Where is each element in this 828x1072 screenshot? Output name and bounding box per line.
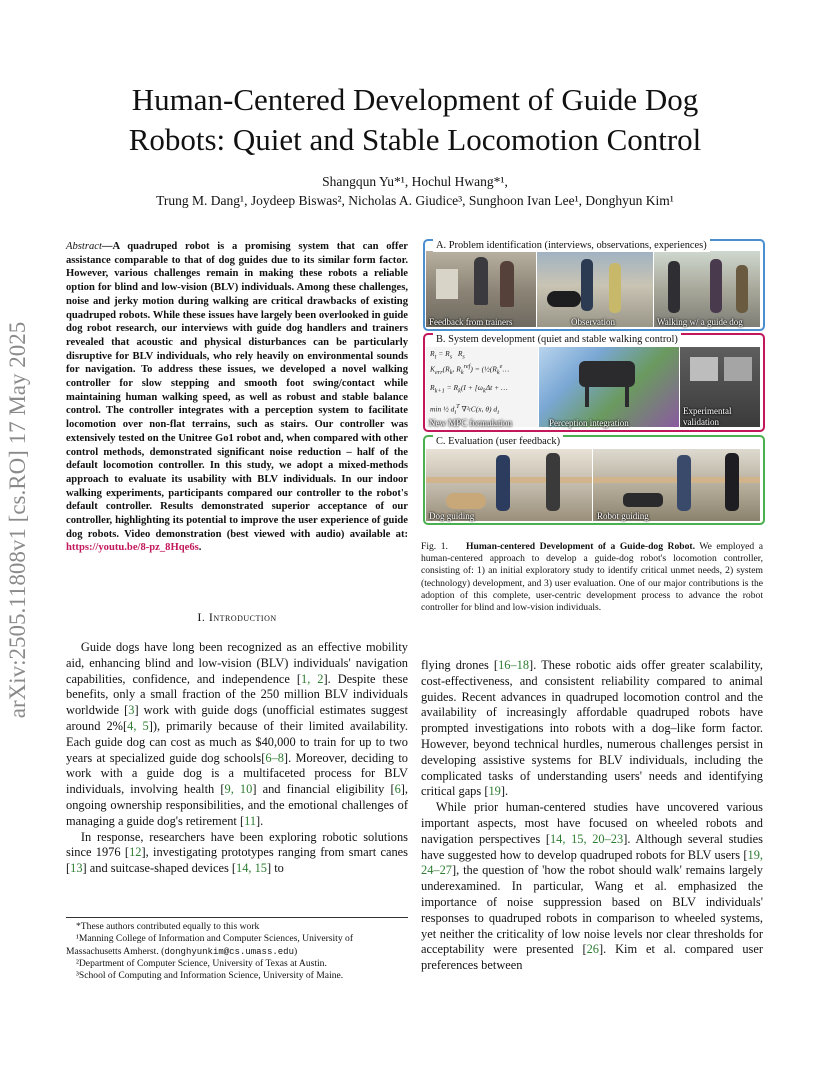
panel-a [423, 239, 765, 331]
paper-title [60, 80, 770, 160]
guide-dog-walk-photo [654, 251, 760, 327]
tag-robot-guiding: Robot guiding [597, 511, 649, 521]
panel-a-label: A. Problem identification (interviews, observations, experiences) [433, 239, 710, 252]
footnote-affiliation-3: ³School of Computing and Information Science, University of Maine. [76, 970, 344, 982]
citation-ref[interactable]: 12 [129, 845, 142, 860]
equation: $K_{err}(R_k$, $R_k^{ref}$) = ($\frac{1}{2}(R_k^e\dots$ [430, 363, 510, 376]
panel-b [423, 333, 765, 432]
trainers-photo [426, 251, 536, 327]
footnote-equal-contribution: *These authors contributed equally to this work [76, 921, 260, 932]
section-heading-introduction: I. Introduction [197, 610, 277, 624]
equation: min ½ $d_i^T$ ∇²ₗC(x, θ) $d_i$ [430, 403, 499, 416]
left-column-body [66, 640, 408, 877]
paragraph: flying drones [16–18]. These robotic aids offer greater scalability, cost-effectiveness, and consistent reliability compared to animal guides. Recent advances in quadruped locomotion control and the availability of increasingly affordable quadruped robots have prompted investigations into robots with a dog–like form factor. However, beyond technical hurdles, numerous challenges persist in developing assistive systems for BLV individuals, including the complicated tasks of understanding users' needs and identifying critical gaps [19]. [421, 658, 764, 799]
author-list [60, 172, 770, 210]
perception-photo [539, 347, 679, 427]
citation-ref[interactable]: 11 [244, 813, 257, 828]
citation-ref[interactable]: 6–8 [265, 750, 284, 765]
abstract-text: —A quadruped robot is a promising system that can offer assistance comparable to that of dog guides due to its similar form factor. However, various challenges remain in making these robots a reliable option for blind and low-vision (BLV) individuals. Among these challenges, noise and jerky motion during walking are critical drawbacks of existing quadruped robots. While these issues have largely been overlooked in guide dog robot research, our interviews with guide dog handlers and trainers revealed that acoustic and physical disturbances can be particularly disruptive for BLV individuals, who rely heavily on environmental sounds for navigation. To address these issues, we developed a novel walking controller for slow stepping and smooth foot swing/contact while maintaining human walking speed, as well as robust and stable balance control. The controller integrates with a perception system to facilitate locomotion over non-flat terrains, such as stairs. Our controller was extensively tested on the Unitree Go1 robot and, when compared with other control methods, demonstrated significant noise reduction – half of the default locomotion controller. In this study, we adopt a mixed-methods approach to evaluate its usability with BLV individuals. In our indoor walking experiments, participants compared our controller to the robot's default controller. Results demonstrated superior acceptance of our controller, highlighting its potential to improve the user experience of guide dog robots. Video demonstration (best viewed with audio) available at: [66, 241, 408, 540]
abstract [66, 240, 408, 555]
tag-dog-guiding: Dog guiding [429, 511, 475, 521]
arxiv-identifier: arXiv:2505.11808v1 [cs.RO] 17 May 2025 [5, 321, 30, 719]
citation-ref[interactable]: 13 [70, 861, 83, 876]
citation-ref[interactable]: 3 [128, 703, 135, 718]
video-link[interactable]: https://youtu.be/8-pz_8Hqe6s [66, 542, 199, 554]
citation-ref[interactable]: 19 [488, 784, 501, 799]
tag-observation: Observation [571, 317, 615, 327]
mpc-equations [426, 347, 538, 427]
tag-feedback-trainers: Feedback from trainers [429, 317, 513, 327]
title-line-2: Robots: Quiet and Stable Locomotion Control [128, 122, 702, 157]
authors-line-1: Shangqun Yu*¹, Hochul Hwang*¹, [322, 174, 508, 189]
equation: $R_t = R_s$ $R_s$ [430, 349, 465, 361]
citation-ref[interactable]: 14, 15 [236, 861, 267, 876]
footnotes [66, 917, 408, 982]
tag-perception-integration: Perception integration [549, 418, 629, 428]
caption-label: Fig. 1. [421, 541, 448, 552]
paragraph: In response, researchers have been exploring robotic solutions since 1976 [12], investigating prototypes ranging from smart canes [13] and suitcase-shaped devices [14, 15] to [66, 829, 409, 876]
citation-ref[interactable]: 19, 24–27 [421, 847, 763, 878]
footnote-affiliation-1: ¹Manning College of Information and Computer Sciences, University of Massachusetts Amherst. (donghyunkim@cs.umass.edu) [66, 933, 354, 957]
panel-b-label: B. System development (quiet and stable walking control) [433, 333, 681, 346]
citation-ref[interactable]: 6 [394, 782, 401, 797]
right-column-body [421, 658, 763, 974]
abstract-end: . [198, 542, 202, 554]
paragraph: Guide dogs have long been recognized as an effective mobility aid, enhancing blind and low-vision (BLV) individuals' navigation capabilities, confidence, and independence [1, 2]. Despite these benefits, only a small fraction of the 250 million BLV individuals worldwide [3] work with guide dogs (unofficial estimates suggest around 2%[4, 5]), primarily because of their limited availability. Each guide dog can cost as much as $40,000 to train for up to two years at specialized guide dog schools[6–8]. Moreover, deciding to work with a guide dog is a multifaceted process for BLV individuals, involving health [9, 10] and financial eligibility [6], ongoing ownership responsibilities, and the emotional challenges of managing a guide dog's retirement [11]. [66, 640, 409, 828]
caption-title: Human-centered Development of a Guide-dog Robot. [466, 541, 695, 552]
tag-mpc-formulation: New MPC formulation [429, 418, 512, 428]
figure-1 [421, 234, 763, 526]
title-line-1: Human-Centered Development of Guide Dog [131, 82, 699, 117]
citation-ref[interactable]: 26 [586, 942, 599, 957]
panel-c-label: C. Evaluation (user feedback) [433, 435, 563, 448]
equation: $R_{k+1} = R_k(I + [\omega_k\Delta t$ + … [430, 383, 508, 395]
footnote-affiliation-2: ²Department of Computer Science, University of Texas at Austin. [76, 957, 327, 969]
figure-caption [421, 541, 763, 614]
email-address[interactable]: donghyunkim@cs.umass.edu [164, 946, 294, 957]
citation-ref[interactable]: 9, 10 [224, 782, 253, 797]
citation-ref[interactable]: 4, 5 [127, 718, 149, 733]
tag-experimental-validation: Experimental validation [683, 406, 732, 427]
authors-line-2: Trung M. Dang¹, Joydeep Biswas², Nicholas A. Giudice³, Sunghoon Ivan Lee¹, Donghyun Kim¹ [156, 193, 674, 208]
paragraph: While prior human-centered studies have uncovered various important aspects, most have focused on wheeled robots and navigation perspectives [14, 15, 20–23]. Although several studies have suggested how to develop quadruped robots for BLV users [19, 24–27], the question of 'how the robot should walk' remains largely underexamined. In particular, Wang et al. emphasized the importance of noise suppression based on BLV individuals' responses to quadruped robots in comparison to wheeled systems, yet neither the criticality of low noise levels nor clear thresholds for acceptability were presented [26]. Kim et al. compared user preferences between [421, 800, 764, 973]
citation-ref[interactable]: 16–18 [498, 658, 530, 672]
observation-photo [537, 251, 653, 327]
abstract-label: Abstract [66, 241, 102, 252]
citation-ref[interactable]: 1, 2 [301, 671, 324, 686]
citation-ref[interactable]: 14, 15, 20–23 [549, 831, 624, 846]
panel-c [423, 435, 765, 525]
tag-walking-guide-dog: Walking w/ a guide dog [657, 317, 743, 327]
caption-text: We employed a human-centered approach to develop a guide-dog robot's locomotion controller, consisting of: 1) an initial exploratory study to identify critical unmet needs, 2) system (technology) development, and 3) user evaluation. One of our major contributions is the adoption of this complete, user-centric development process to advance the robot controller for blind and low-vision individuals. [421, 541, 763, 614]
